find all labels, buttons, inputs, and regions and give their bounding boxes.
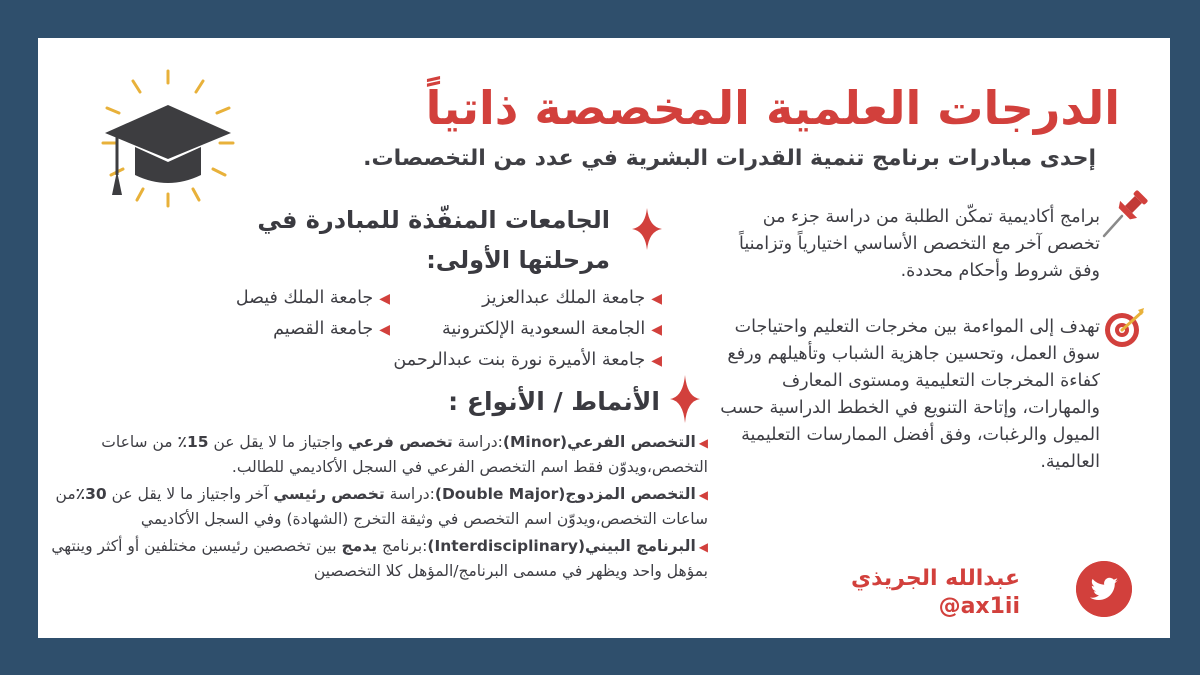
university-item: ◀جامعة الملك عبدالعزيز <box>482 288 662 308</box>
push-pin-icon <box>1098 188 1150 240</box>
arrow-left-icon: ◀ <box>698 540 708 554</box>
university-item: ◀جامعة القصيم <box>273 319 390 339</box>
author-handle[interactable]: @ax1ii <box>938 594 1020 619</box>
target-icon <box>1102 306 1146 350</box>
type-minor: ◀التخصص الفرعي(Minor):دراسة تخصص فرعي واجتياز ما لا يقل عن 15٪ من ساعات التخصص،ويدوّن فقط اسم التخصص الفرعي في السجل الأكاديمي للطالب. <box>101 433 708 476</box>
description-paragraph-2: تهدف إلى المواءمة بين مخرجات التعليم واحتياجات سوق العمل، وتحسين جاهزية الشباب وتأهيلهم ورفع كفاءة المخرجات التعليمية ومستوى المعارف والمهارات، وإتاحة التنويع في الخطط الدراسية حسب الميول والرغبات، وفق أفضل الممارسات التعليمية العالمية. <box>720 317 1100 472</box>
sparkle-icon <box>632 208 662 250</box>
page-title: الدرجات العلمية المخصصة ذاتياً <box>425 81 1120 135</box>
sparkle-icon <box>670 375 700 423</box>
arrow-left-icon: ◀ <box>379 322 390 338</box>
arrow-left-icon: ◀ <box>651 291 662 307</box>
arrow-left-icon: ◀ <box>651 353 662 369</box>
type-double-major: ◀التخصص المزدوج(Double Major):دراسة تخصص رئيسي آخر واجتياز ما لا يقل عن 30٪من ساعات التخصص،ويدوّن اسم التخصص في وثيقة التخرج (الشهادة) وفي السجل الأكاديمي <box>55 485 708 528</box>
university-item: ◀الجامعة السعودية الإلكترونية <box>441 319 662 339</box>
arrow-left-icon: ◀ <box>698 488 708 502</box>
twitter-bird-icon[interactable] <box>1076 561 1132 617</box>
types-list <box>48 430 708 586</box>
type-interdisciplinary: ◀البرنامج البيني(Interdisciplinary):برنامج يدمج بين تخصصين رئيسين مختلفين أو أكثر وينتهي بمؤهل واحد ويظهر في مسمى البرنامج/المؤهل كلا التخصصين <box>51 537 708 580</box>
types-title: الأنماط / الأنواع : <box>448 387 660 416</box>
arrow-left-icon: ◀ <box>698 436 708 450</box>
universities-title: الجامعات المنفّذة للمبادرة في مرحلتها الأولى: <box>257 206 610 274</box>
arrow-left-icon: ◀ <box>651 322 662 338</box>
university-item: ◀جامعة الأميرة نورة بنت عبدالرحمن <box>393 350 662 370</box>
author-name: عبدالله الجريذي <box>851 566 1020 591</box>
page-subtitle: إحدى مبادرات برنامج تنمية القدرات البشرية في عدد من التخصصات. <box>363 146 1096 171</box>
graduation-cap-icon <box>93 63 243 213</box>
university-item: ◀جامعة الملك فيصل <box>235 288 390 308</box>
description-paragraph-1: برامج أكاديمية تمكّن الطلبة من دراسة جزء من تخصص آخر مع التخصص الأساسي اختيارياً وتزامنياً وفق شروط وأحكام محددة. <box>739 207 1100 281</box>
infographic-card <box>38 38 1170 638</box>
arrow-left-icon: ◀ <box>379 291 390 307</box>
